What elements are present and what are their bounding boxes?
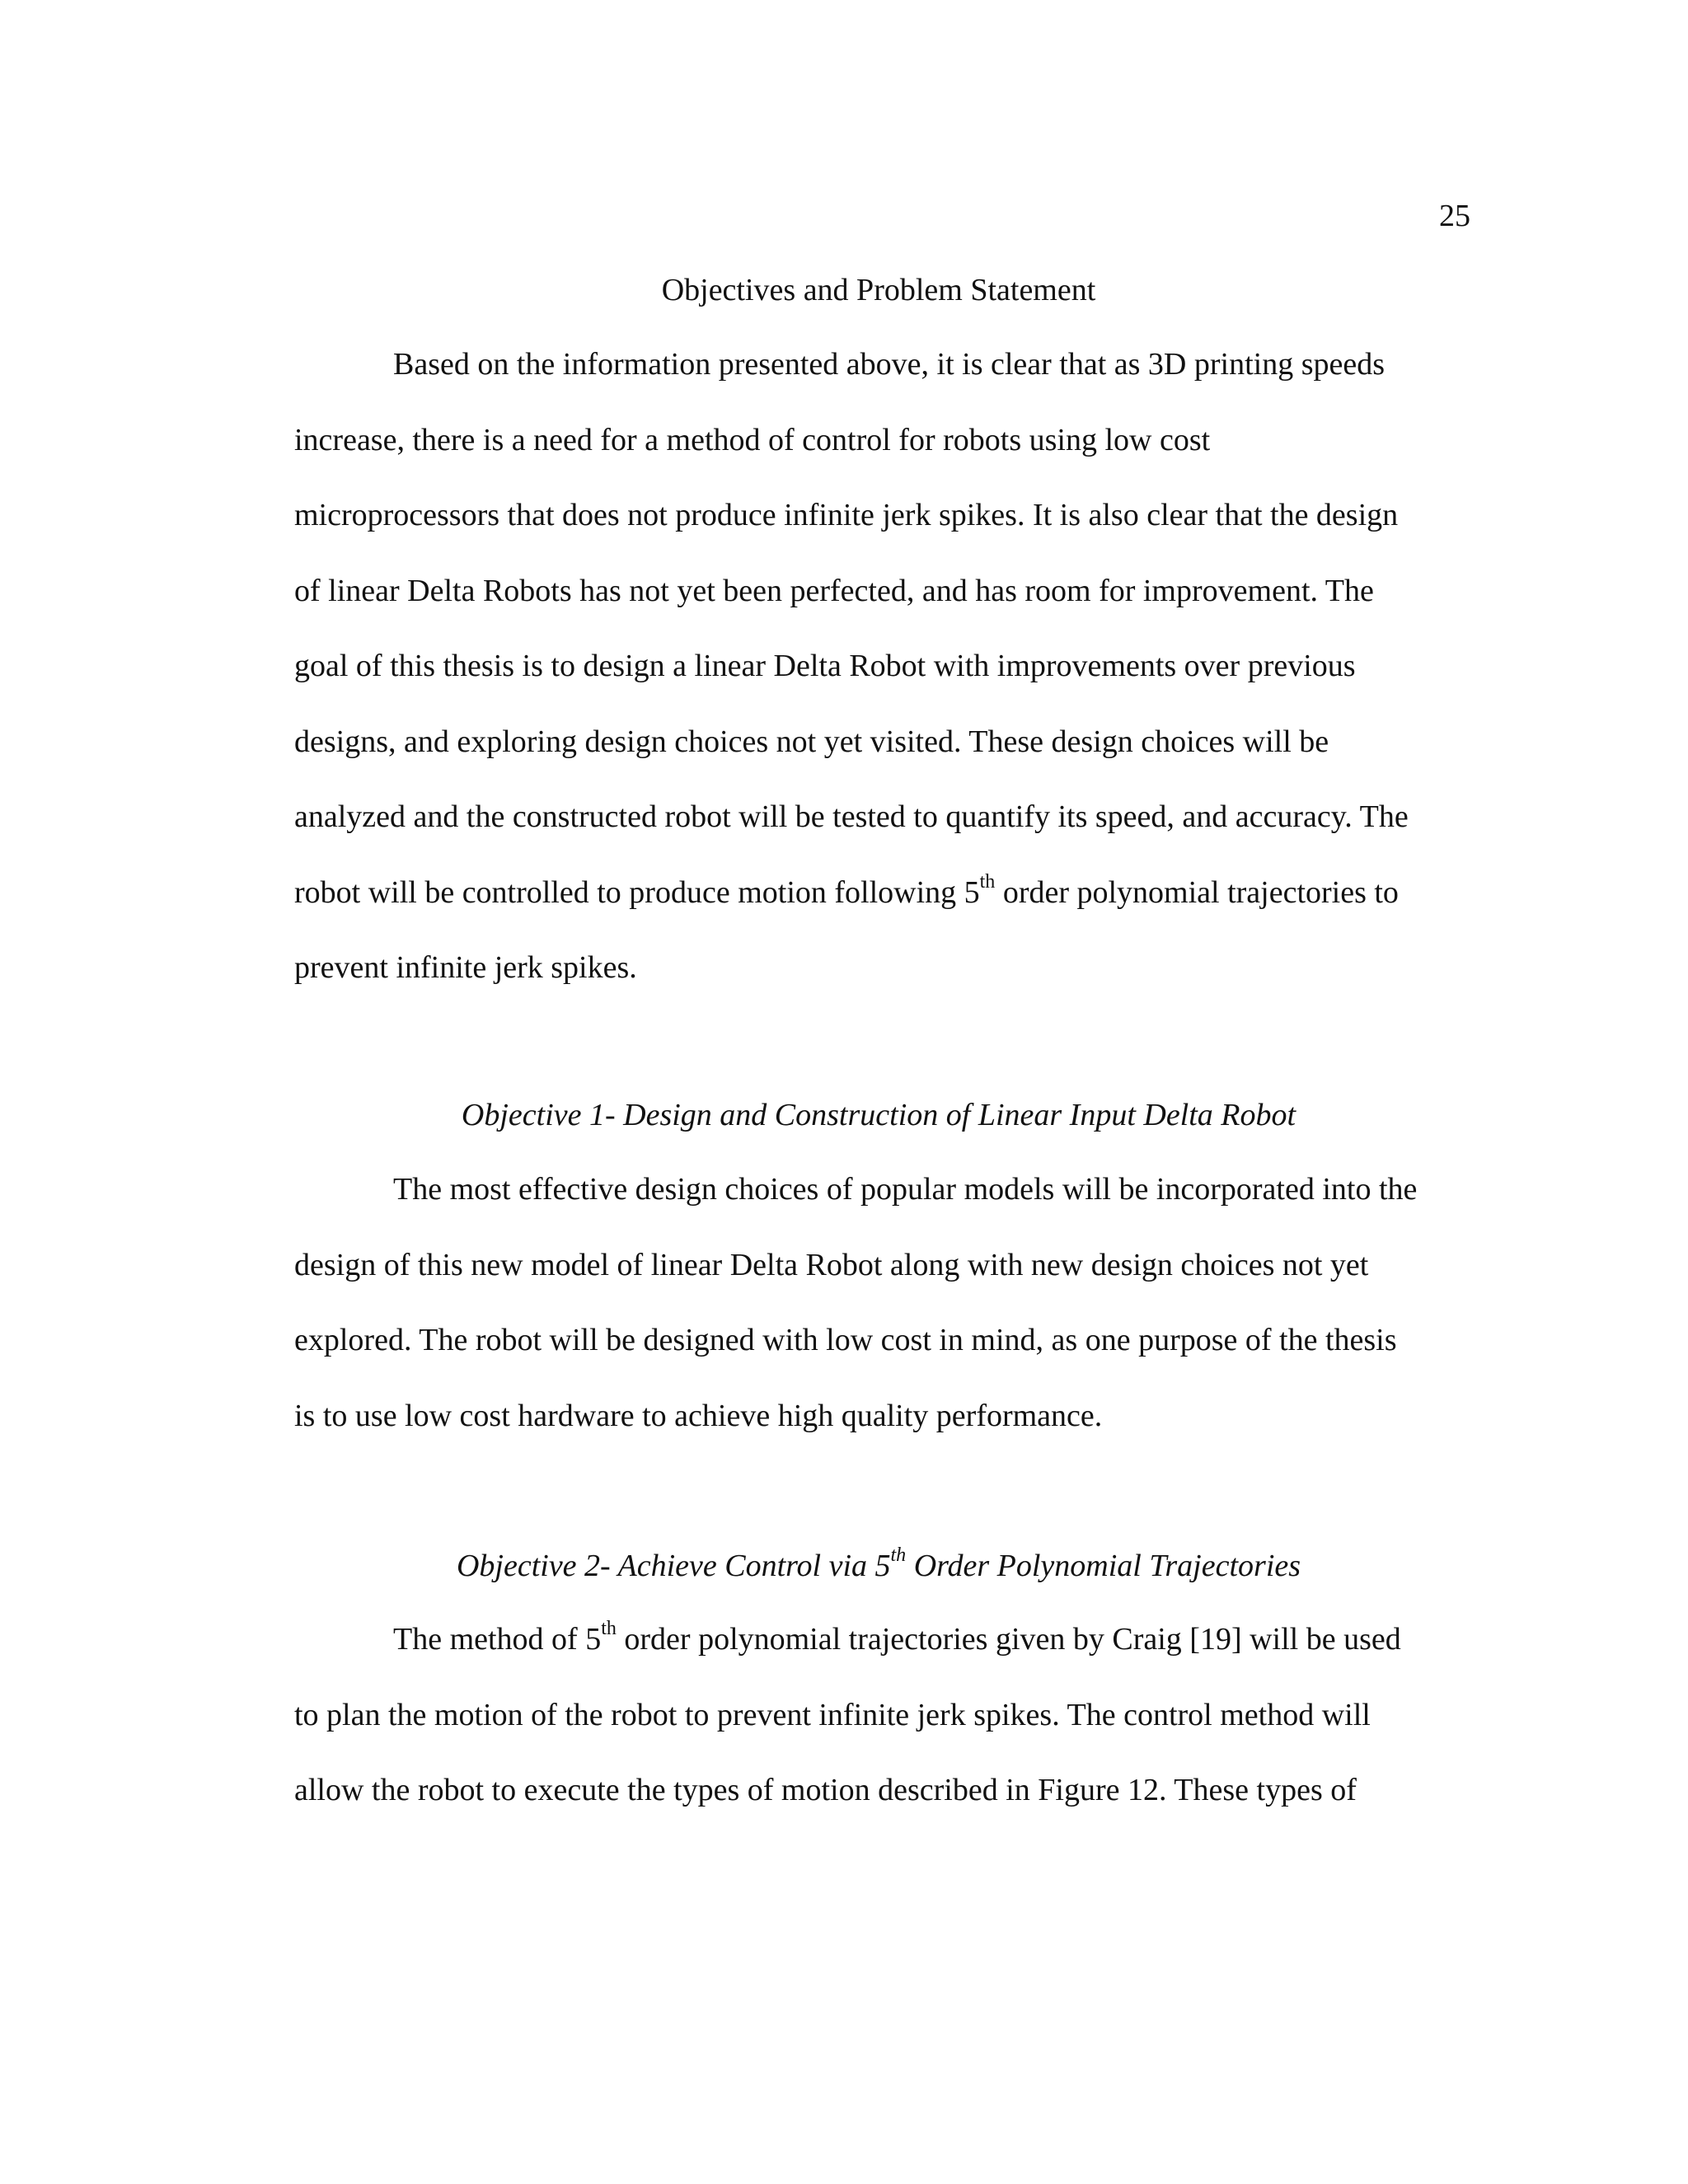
text-run: robot will be controlled to produce motion following 5 — [294, 874, 980, 910]
objective-1-heading: Objective 1- Design and Construction of Linear Input Delta Robot — [461, 1098, 1296, 1132]
paragraph-line: allow the robot to execute the types of motion described in Figure 12. These types of — [294, 1773, 1357, 1807]
paragraph-line: goal of this thesis is to design a linear Delta Robot with improvements over previous — [294, 649, 1356, 683]
text-run: order polynomial trajectories given by Craig [19] will be used — [616, 1622, 1401, 1657]
paragraph-line: is to use low cost hardware to achieve high quality performance. — [294, 1398, 1103, 1433]
paragraph-line — [294, 855, 1463, 931]
text-run: Order Polynomial Trajectories — [906, 1549, 1301, 1583]
text-run: order polynomial trajectories to — [995, 874, 1399, 910]
paragraph-line — [294, 1602, 1463, 1678]
paragraph-line: explored. The robot will be designed with low cost in mind, as one purpose of the thesis — [294, 1323, 1397, 1357]
page-number: 25 — [1439, 199, 1470, 233]
paragraph-line: to plan the motion of the robot to prevent infinite jerk spikes. The control method will — [294, 1697, 1371, 1732]
paragraph-line: designs, and exploring design choices not yet visited. These design choices will be — [294, 724, 1329, 759]
objective-1-paragraph — [294, 1152, 1463, 1454]
paragraph-line: prevent infinite jerk spikes. — [294, 950, 637, 985]
superscript: th — [601, 1618, 617, 1640]
paragraph-line: Based on the information presented above, it is clear that as 3D printing speeds — [393, 347, 1386, 382]
paragraph-line: design of this new model of linear Delta Robot along with new design choices not yet — [294, 1247, 1369, 1282]
superscript: th — [979, 870, 996, 893]
paragraph-line: analyzed and the constructed robot will be tested to quantify its speed, and accuracy. The — [294, 799, 1409, 834]
paragraph-line: increase, there is a need for a method of control for robots using low cost — [294, 422, 1211, 457]
objective-2-heading — [294, 1546, 1463, 1586]
objective-2-paragraph — [294, 1602, 1463, 1829]
section-title: Objectives and Problem Statement — [661, 273, 1096, 307]
text-run: Objective 2- Achieve Control via 5 — [456, 1549, 891, 1583]
paragraph-line: of linear Delta Robots has not yet been perfected, and has room for improvement. The — [294, 573, 1374, 608]
paragraph-line: microprocessors that does not produce infinite jerk spikes. It is also clear that the design — [294, 498, 1399, 532]
text-run: The method of 5 — [393, 1622, 602, 1657]
intro-paragraph — [294, 327, 1463, 1006]
paragraph-line: The most effective design choices of popular models will be incorporated into the — [393, 1172, 1418, 1207]
superscript: th — [890, 1544, 907, 1567]
